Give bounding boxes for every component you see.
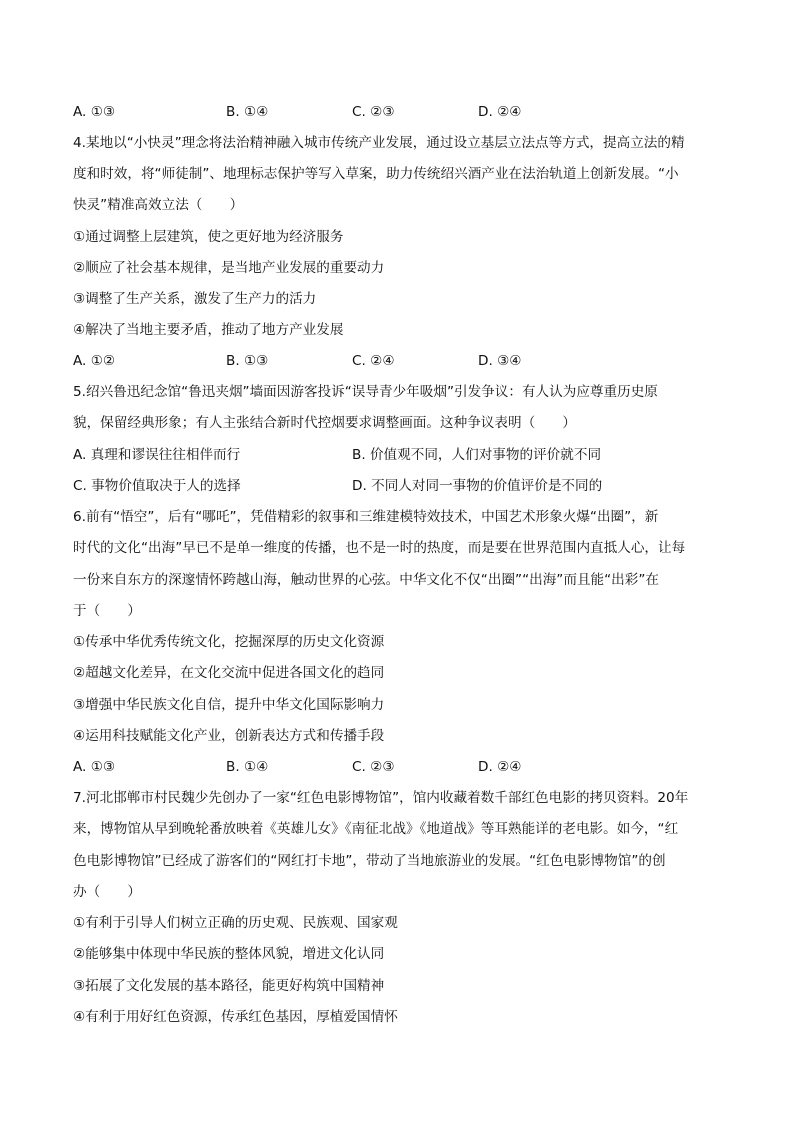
q7-item-2: ②能够集中体现中华民族的整体风貌，增进文化认同 xyxy=(73,946,385,962)
q6-stem-line-4: 于（ ） xyxy=(73,603,141,619)
q5-stem-line-1: 5.绍兴鲁迅纪念馆“鲁迅夹烟”墙面因游客投诉“误导青少年吸烟”引发争议：有人认为应尊重历史原 xyxy=(73,384,658,400)
q6-option-b: B. ①④ xyxy=(226,759,269,775)
q4-option-c: C. ②④ xyxy=(352,353,395,369)
q6-item-4: ④运用科技赋能文化产业，创新表达方式和传播手段 xyxy=(73,728,385,744)
q6-stem-line-2: 时代的文化“出海”早已不是单一维度的传播，也不是一时的热度，而是要在世界范围内直抵人心，让每 xyxy=(73,540,686,556)
q7-stem-line-1: 7.河北邯郸市村民魏少先创办了一家“红色电影博物馆”，馆内收藏着数千部红色电影的拷贝资料。20年 xyxy=(73,790,689,806)
q6-stem-line-1: 6.前有“悟空”，后有“哪吒”，凭借精彩的叙事和三维建模特效技术，中国艺术形象火爆“出圈”，新 xyxy=(73,509,659,525)
q6-option-a: A. ①③ xyxy=(73,759,116,775)
q5-option-b: B. 价值观不同，人们对事物的评价就不同 xyxy=(352,447,602,463)
q3-option-d: D. ②④ xyxy=(478,104,522,120)
q3-option-c: C. ②③ xyxy=(352,104,395,120)
q4-option-d: D. ③④ xyxy=(478,353,522,369)
q4-item-4: ④解决了当地主要矛盾，推动了地方产业发展 xyxy=(73,322,344,338)
q4-stem-line-3: 快灵”精准高效立法（ ） xyxy=(73,197,244,213)
q7-stem-line-4: 办（ ） xyxy=(73,884,141,900)
q6-option-d: D. ②④ xyxy=(478,759,522,775)
q3-option-a: A. ①③ xyxy=(73,104,116,120)
q7-item-4: ④有利于用好红色资源，传承红色基因，厚植爱国情怀 xyxy=(73,1009,398,1025)
q4-item-1: ①通过调整上层建筑，使之更好地为经济服务 xyxy=(73,229,344,245)
q4-stem-line-2: 度和时效，将“师徒制”、地理标志保护等写入草案，助力传统绍兴酒产业在法治轨道上创新发展。“小 xyxy=(73,166,679,182)
q6-item-3: ③增强中华民族文化自信，提升中华文化国际影响力 xyxy=(73,697,385,713)
q4-item-3: ③调整了生产关系，激发了生产力的活力 xyxy=(73,291,317,307)
q4-option-b: B. ①③ xyxy=(226,353,269,369)
q6-item-2: ②超越文化差异，在文化交流中促进各国文化的趋同 xyxy=(73,665,385,681)
q7-stem-line-3: 色电影博物馆”已经成了游客们的“网红打卡地”，带动了当地旅游业的发展。“红色电影博物馆”的创 xyxy=(73,853,666,869)
q4-item-2: ②顺应了社会基本规律，是当地产业发展的重要动力 xyxy=(73,260,385,276)
q7-stem-line-2: 来，博物馆从早到晚轮番放映着《英雄儿女》《南征北战》《地道战》等耳熟能详的老电影。如今，“红 xyxy=(73,821,679,837)
q6-stem-line-3: 一份来自东方的深邃情怀跨越山海，触动世界的心弦。中华文化不仅“出圈”“出海”而且能“出彩”在 xyxy=(73,572,660,588)
q5-option-c: C. 事物价值取决于人的选择 xyxy=(73,478,241,494)
q7-item-1: ①有利于引导人们树立正确的历史观、民族观、国家观 xyxy=(73,915,398,931)
q4-option-a: A. ①② xyxy=(73,353,116,369)
q3-option-b: B. ①④ xyxy=(226,104,269,120)
q4-stem-line-1: 4.某地以“小快灵”理念将法治精神融入城市传统产业发展，通过设立基层立法点等方式，提高立法的精 xyxy=(73,135,685,151)
q7-item-3: ③拓展了文化发展的基本路径，能更好构筑中国精神 xyxy=(73,978,385,994)
q6-item-1: ①传承中华优秀传统文化，挖掘深厚的历史文化资源 xyxy=(73,634,385,650)
q5-stem-line-2: 貌，保留经典形象；有人主张结合新时代控烟要求调整画面。这种争议表明（ ） xyxy=(73,415,576,431)
q5-option-a: A. 真理和谬误往往相伴而行 xyxy=(73,447,241,463)
q5-option-d: D. 不同人对同一事物的价值评价是不同的 xyxy=(352,478,603,494)
q6-option-c: C. ②③ xyxy=(352,759,395,775)
